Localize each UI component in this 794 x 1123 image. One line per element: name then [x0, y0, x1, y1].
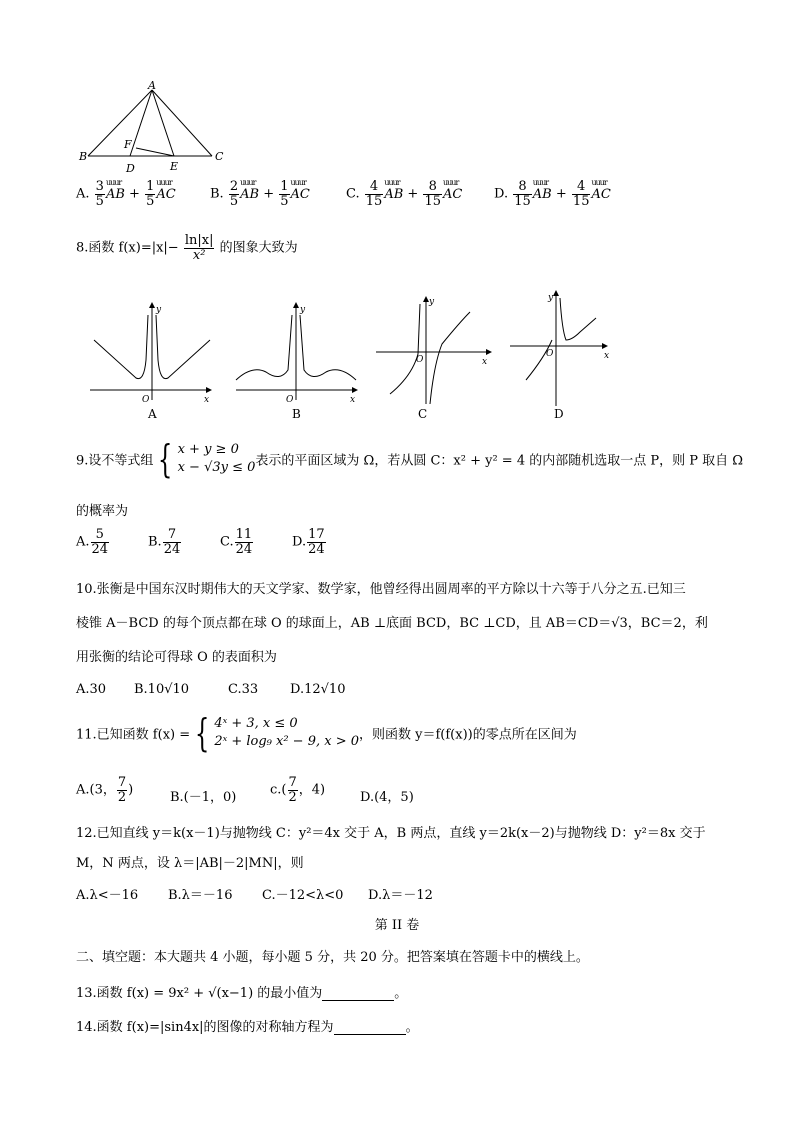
q11-option-a[interactable]: A.(3， $\frac{7}{2}$ ) [76, 775, 134, 805]
q11-option-c[interactable]: c.( $\frac{7}{2}$ ，4) [270, 775, 326, 805]
graph-b[interactable] [232, 300, 362, 420]
label-F: F [124, 138, 132, 151]
q13-answer-blank[interactable] [322, 987, 394, 1001]
q12-option-d[interactable]: D.λ＝－12 [368, 888, 433, 903]
q7-option-a[interactable]: A. $\frac{3}{5}$ uuur AB + $\frac{1}{5}$ uuur AC [76, 180, 176, 208]
label-C: C [215, 150, 224, 163]
graph-a-label: A [148, 407, 157, 420]
graph-b-x: x [350, 395, 356, 405]
graph-c-y: y [429, 297, 435, 307]
graph-c-label: C [418, 407, 428, 420]
q11-stem: 11.已知函数 f(x) = { 4ˣ + 3, x ≤ 0 2ˣ + log₉ x² − 9, x > 0 ，则函数 y＝f(f(x))的零点所在区间为 [76, 711, 577, 755]
q11-option-b[interactable]: B.(－1，0) [170, 790, 237, 805]
q10-line3: 用张衡的结论可得球 O 的表面积为 [76, 650, 277, 665]
q10-option-c[interactable]: C.33 [228, 682, 259, 697]
part2-instructions: 二、填空题：本大题共 4 小题，每小题 5 分，共 20 分。把答案填在答题卡中的横线上。 [76, 950, 589, 965]
graph-c-origin: O [416, 355, 424, 365]
q9-option-b[interactable]: B. $\frac{7}{24}$ [148, 527, 181, 557]
q14: 14.函数 f(x)=|sin4x|的图像的对称轴方程为 。 [76, 1020, 419, 1035]
q12-line2: M，N 两点，设 λ＝|AB|－2|MN|，则 [76, 856, 304, 871]
q12-line1: 12.已知直线 y＝k(x－1)与抛物线 C：y²＝4x 交于 A，B 两点，直线 y＝2k(x－2)与抛物线 D：y²＝8x 交于 [76, 826, 706, 841]
q11-option-d[interactable]: D.(4，5) [360, 790, 414, 805]
label-E: E [170, 160, 179, 173]
q10-line2: 棱锥 A－BCD 的每个顶点都在球 O 的球面上，AB ⊥底面 BCD，BC ⊥CD，且 AB＝CD＝√3，BC＝2，利 [76, 616, 708, 631]
q7-option-d[interactable]: D. $\frac{8}{15}$ uuur AB + $\frac{4}{15}$ uuur AC [494, 180, 611, 208]
triangle-figure [78, 80, 238, 180]
graph-a-x: x [204, 395, 210, 405]
graph-b-origin: O [286, 395, 294, 405]
label-B: B [79, 150, 88, 163]
graph-a-y: y [156, 305, 162, 315]
q7-option-b[interactable]: B. $\frac{2}{5}$ uuur AB + $\frac{1}{5}$ uuur AC [210, 180, 310, 208]
graph-d-label: D [554, 407, 564, 420]
q10-option-d[interactable]: D.12√10 [290, 682, 346, 697]
q8-stem: 8.函数 f(x)=|x|− $\frac{\ln|x|}{\text{x²}}$ 的图象大致为 [76, 233, 298, 263]
graph-a-origin: O [142, 395, 150, 405]
q9-stem: 9.设不等式组 { x + y ≥ 0 x − √3y ≤ 0 表示的平面区域为 Ω，若从圆 C：x² + y² = 4 的内部随机选取一点 P，则 P 取自 Ω [76, 437, 744, 481]
q9-line2: x − √3y ≤ 0 [177, 460, 256, 475]
q9-stem-cont: 的概率为 [76, 504, 129, 519]
label-D: D [126, 162, 135, 175]
graph-b-y: y [300, 305, 306, 315]
q12-option-a[interactable]: A.λ<－16 [76, 888, 139, 903]
q9-option-c[interactable]: C. $\frac{11}{24}$ [220, 527, 253, 557]
label-A: A [148, 80, 156, 92]
graph-d-origin: O [546, 349, 554, 359]
part2-title: 第 II 卷 [374, 918, 420, 933]
graph-d-y: y [548, 293, 554, 303]
q10-line1: 10.张衡是中国东汉时期伟大的天文学家、数学家，他曾经得出圆周率的平方除以十六等于八分之五.已知三 [76, 582, 686, 597]
q14-answer-blank[interactable] [334, 1021, 406, 1035]
q11-case2: 2ˣ + log₉ x² − 9, x > 0 [214, 734, 360, 749]
graph-a[interactable] [86, 300, 216, 420]
q9-option-d[interactable]: D. $\frac{17}{24}$ [292, 527, 325, 557]
q10-option-a[interactable]: A.30 [76, 682, 107, 697]
q12-option-b[interactable]: B.λ＝－16 [168, 888, 233, 903]
graph-c[interactable] [372, 294, 502, 420]
q11-case1: 4ˣ + 3, x ≤ 0 [214, 716, 298, 731]
graph-d[interactable] [506, 288, 616, 420]
q9-line1: x + y ≥ 0 [177, 442, 239, 457]
graph-d-x: x [604, 351, 610, 361]
graph-c-x: x [482, 357, 488, 367]
q7-option-c[interactable]: C. $\frac{4}{15}$ uuur AB + $\frac{8}{15}$ uuur AC [346, 180, 462, 208]
q13: 13.函数 f(x) = 9x² + √(x−1) 的最小值为 。 [76, 986, 408, 1001]
q9-option-a[interactable]: A. $\frac{5}{24}$ [76, 527, 109, 557]
q10-option-b[interactable]: B.10√10 [134, 682, 190, 697]
graph-b-label: B [292, 407, 301, 420]
q12-option-c[interactable]: C.－12<λ<0 [262, 888, 344, 903]
